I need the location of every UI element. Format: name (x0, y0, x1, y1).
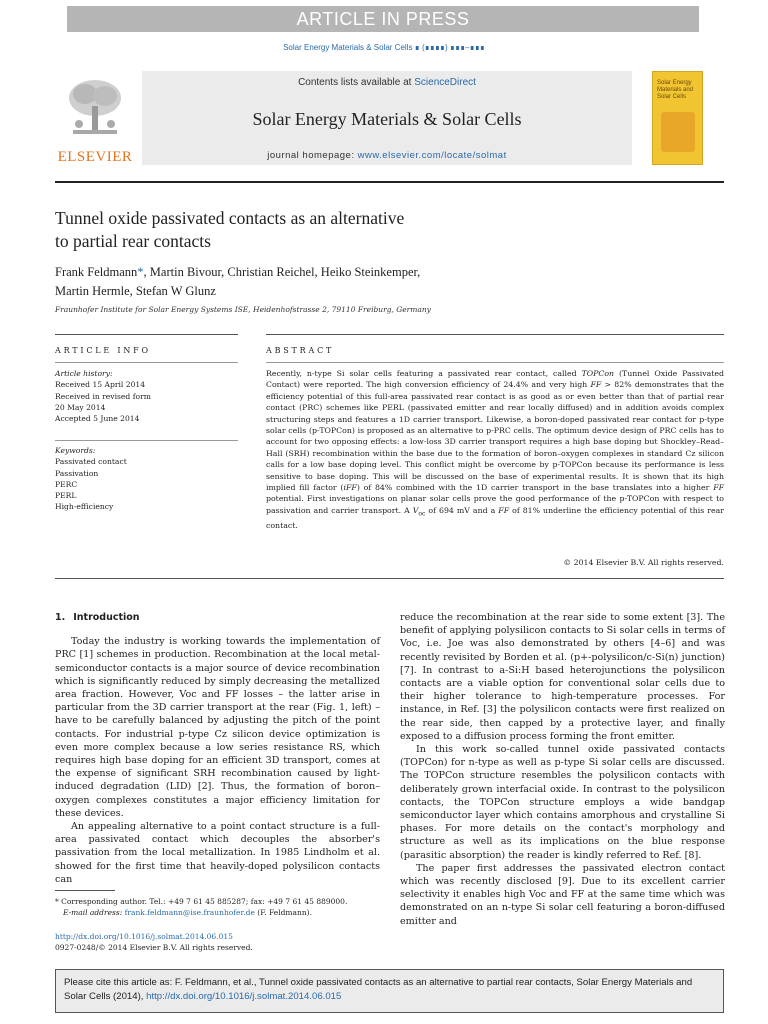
cover-title: Solar Energy Materials and Solar Cells (657, 80, 694, 100)
abstract-heading: ABSTRACT (266, 346, 335, 355)
elsevier-logo[interactable] (55, 71, 135, 165)
info-divider-2 (55, 440, 238, 441)
keyword-item: Passivation (55, 468, 99, 478)
body-paragraph: An appealing alternative to a point contact structure is a full-area passivated contact which decouples the absorber's passivation from the local metallization. In 1985 Lindholm et al. showed for the first time that heavily-doped polysilicon contacts can (55, 821, 380, 885)
header-rule (55, 181, 724, 183)
history-item: 20 May 2014 (55, 402, 106, 412)
abstract-bottom-rule (55, 578, 724, 579)
authors-rest-line-1: , Martin Bivour, Christian Reichel, Heiko Steinkemper, (143, 265, 421, 279)
title-line-2: to partial rear contacts (55, 231, 211, 251)
info-divider (55, 362, 238, 363)
journal-cover-thumbnail[interactable] (652, 71, 703, 165)
abstract-text: Recently, n-type Si solar cells featuring a passivated rear contact, called TOPCon (Tunnel Oxide Passivated Contact) were reported. The high conversion efficiency of 24.4% and very high FF > 82% demonstrates that the efficiency potential of this full-area passivated rear contact is as good as or even better than that of partial rear contact (PRC) schemes like PERL (passivated emitter and rear locally diffused) and in addition avoids complex structuring steps and features a 1D carrier transport. Likewise, a boron-doped passivated rear contact for p-type solar cells (p-TOPCon) is proposed as an alternative to p-PRC cells. The optimum device design of PRC cells has to account for two opposing effects: a low-loss 3D carrier transport requires a high base doping but Shockley–Read–Hall (SRH) recombination within the base due to the formation of boron–oxygen complexes in standard Cz silicon calls for a low base doping level. This conflict might be overcome by p-TOPCon because its performance is less sensitive to base doping. This will be discussed on the base of experimental results. It is shown that its high implied fill factor (iFF) of 84% combined with the 1D carrier transport in the base translates into a higher FF potential. First investigations on planar solar cells prove the good performance of the p-TOPCon with respect to passivation and carrier transport. A $V_{oc}$ of 694 mV and a FF of 81% underline the efficiency potential of this rear contact. (266, 369, 725, 530)
cite-doi-link[interactable]: http://dx.doi.org/10.1016/j.solmat.2014.06.015 (146, 990, 342, 1002)
contents-available-line (142, 77, 632, 88)
elsevier-tree-icon (63, 76, 127, 140)
footnote-rule (55, 890, 115, 891)
section-heading-introduction (55, 611, 380, 624)
author-email-link[interactable]: frank.feldmann@ise.fraunhofer.de (124, 907, 255, 917)
authors-line-2: Martin Hermle, Stefan W Glunz (55, 284, 216, 298)
journal-masthead (55, 71, 703, 165)
journal-homepage-line (142, 150, 632, 161)
section-title: Introduction (73, 612, 140, 623)
body-column-left (55, 611, 380, 886)
abstract-copyright: © 2014 Elsevier B.V. All rights reserved. (563, 558, 724, 567)
author-list (55, 263, 655, 301)
masthead-center (142, 71, 632, 165)
article-info-heading: ARTICLE INFO (55, 346, 151, 355)
sciencedirect-link[interactable]: ScienceDirect (414, 77, 476, 88)
history-item: Received 15 April 2014 (55, 380, 146, 390)
publisher-name: ELSEVIER (57, 149, 133, 165)
doi-block (55, 932, 385, 953)
footnote (55, 897, 385, 918)
keyword-item: Passivated contact (55, 457, 127, 467)
keyword-item: PERC (55, 479, 78, 489)
author-feldmann[interactable]: Frank Feldmann (55, 265, 138, 279)
cover-art (661, 112, 695, 152)
history-item: Accepted 5 June 2014 (55, 414, 140, 424)
banner-text: ARTICLE IN PRESS (296, 9, 470, 29)
section-number: 1. (55, 612, 66, 623)
cite-text: Please cite this article as: F. Feldmann, et al., Tunnel oxide passivated contacts as an alternative to partial rear contacts, Solar Energy Materials and Solar Cells (2014), (64, 977, 693, 1002)
corresponding-author-marker[interactable]: * (137, 265, 144, 279)
corresponding-author-note: * Corresponding author. Tel.: +49 7 61 45 885287; fax: +49 7 61 45 889000. (55, 897, 348, 906)
body-paragraph: reduce the recombination at the rear side to some extent [3]. The benefit of applying polysilicon contacts to Si solar cells in terms of Voc, i.e. Joe was also demonstrated by others [4–6] and was recently revisited by Borden et al. (p+-polysilicon/c-Si(n) junction) [7]. In contrast to a-Si:H based heterojunctions the polysilicon contacts are a viable option for conventional solar cells due to their higher tolerance to high-temperature processes. For instance, in Ref. [3] the polysilicon contacts were first realized on the rear side, then capped by a protective layer, and finally exposed to a diffusion process forming the front emitter. (400, 612, 725, 742)
title-line-1: Tunnel oxide passivated contacts as an alternative (55, 208, 405, 228)
homepage-prefix: journal homepage: (267, 150, 358, 161)
body-paragraph: In this work so-called tunnel oxide passivated contacts (TOPCon) for n-type as well as p-type Si solar cells are discussed. The TOPCon structure resembles the polysilicon contacts with deliberately grown interfacial oxide. In contrast to the polysilicon contacts, the TOPCon structure employs a wide bandgap semiconductor layer which contains amorphous and crystalline Si phases. For more details on the contact's morphology and structure as well as its implications on the blue response (parasitic absorption) the reader is kindly referred to Ref. [8]. (400, 744, 725, 861)
info-top-rule (55, 334, 238, 335)
abstract-top-rule (266, 334, 724, 335)
homepage-link[interactable]: www.elsevier.com/locate/solmat (357, 150, 507, 161)
article-history (55, 368, 238, 424)
issn-line: 0927-0248/© 2014 Elsevier B.V. All rights reserved. (55, 942, 253, 952)
affiliation: Fraunhofer Institute for Solar Energy Systems ISE, Heidenhofstrasse 2, 79110 Freiburg, Germany (55, 305, 431, 314)
journal-citation-link[interactable]: Solar Energy Materials & Solar Cells ∎ (∎∎∎∎) ∎∎∎–∎∎∎ (283, 43, 485, 52)
contents-prefix: Contents lists available at (298, 77, 415, 88)
email-label: E-mail address: (63, 907, 125, 917)
history-label: Article history: (55, 369, 113, 378)
keywords (55, 445, 238, 513)
article-title (55, 207, 655, 253)
body-paragraph: Today the industry is working towards the implementation of PRC [1] schemes in production. Recombination at the local metal-semiconductor contacts is a major source of device recombination which is significantly reduced by simply decreasing the metallized area fraction. However, Voc and FF losses – the latter arise in particular from the 3D carrier transport at the rear (Fig. 1, left) – have to be carefully balanced by adjusting the pitch of the point contacts. For industrial p-type Cz silicon device optimization is even more complex because a low series resistance RS, which requires high base doping for an efficient 3D transport, comes at the expense of significant SRH recombination caused by light-induced degradation (LID) [2]. Thus, the formation of boron–oxygen complexes constitutes a major efficiency limitation for these devices. (55, 636, 380, 819)
body-column-right (400, 611, 725, 928)
body-paragraph: The paper first addresses the passivated electron contact which was recently disclosed [9]. Due to its excellent carrier selectivity it enables high Voc and FF at the same time which was demonstrated on an n-type Si solar cell featuring a boron-diffused emitter and (400, 862, 725, 927)
history-item: Received in revised form (55, 391, 151, 401)
keyword-item: PERL (55, 491, 77, 501)
keywords-label: Keywords: (55, 446, 96, 455)
abstract-divider (266, 362, 724, 363)
cite-this-article-box (55, 969, 724, 1013)
email-suffix: (F. Feldmann). (254, 907, 312, 917)
doi-link[interactable]: http://dx.doi.org/10.1016/j.solmat.2014.06.015 (55, 932, 233, 941)
keyword-item: High-efficiency (55, 502, 114, 512)
article-in-press-banner (67, 6, 699, 32)
journal-name: Solar Energy Materials & Solar Cells (252, 109, 522, 129)
